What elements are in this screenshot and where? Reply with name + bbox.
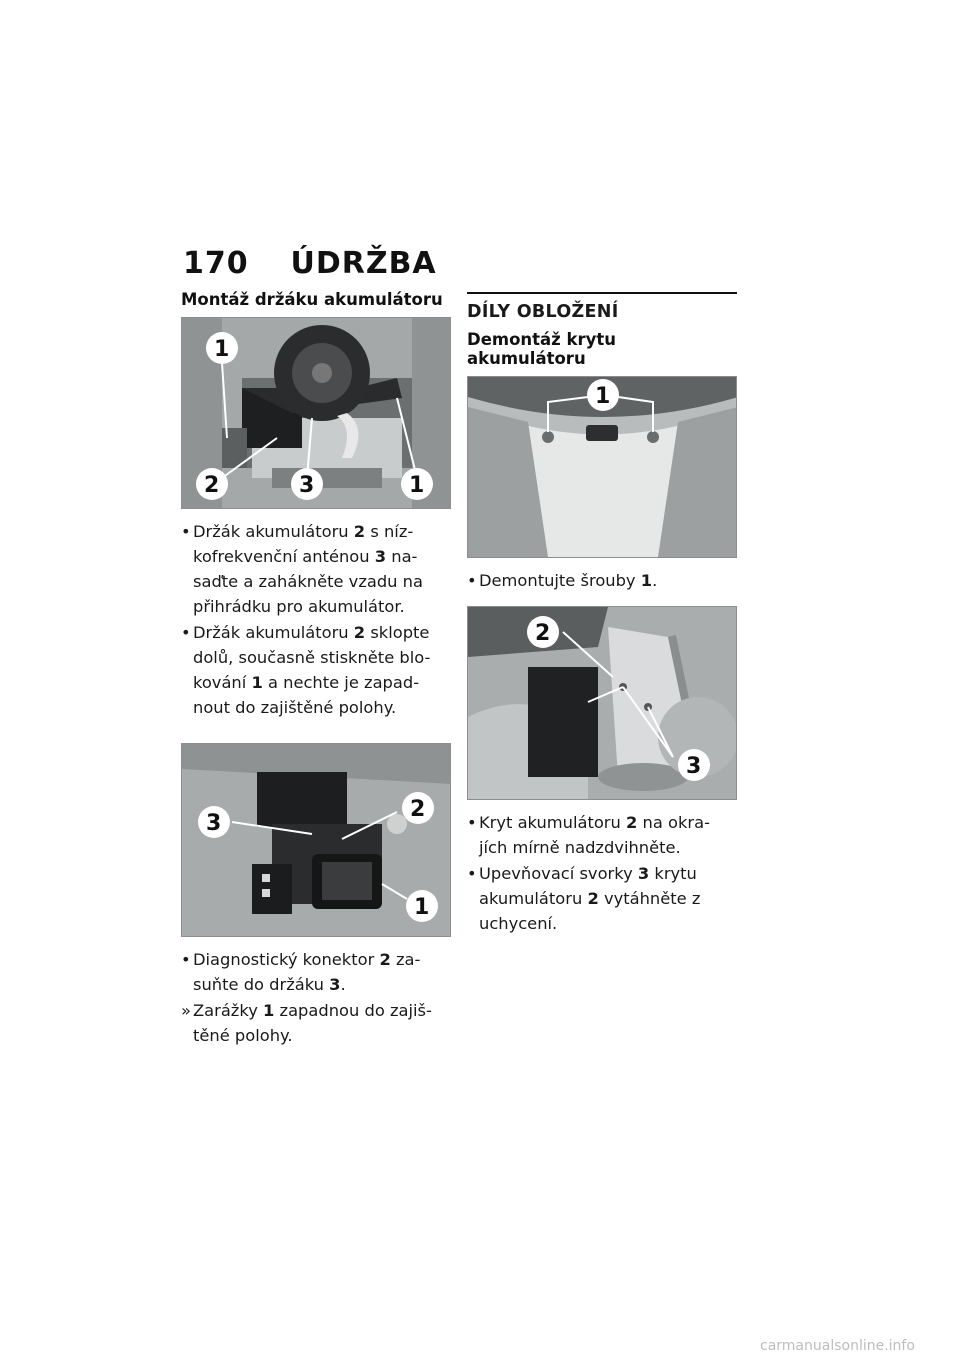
step-marker: • <box>181 522 191 541</box>
page-number: 170 <box>183 246 249 281</box>
step-ref: 3 <box>329 975 341 994</box>
step-ref: 3 <box>637 864 650 883</box>
step-text: s níz-kofrekvenční anténou <box>193 522 414 566</box>
step-text: krytu akumulátoru <box>479 864 697 908</box>
step-item <box>181 519 451 619</box>
step-marker: • <box>467 571 477 590</box>
watermark: carmanualsonline.info <box>760 1338 915 1354</box>
step-ref: 2 <box>379 950 391 969</box>
step-text: Držák akumulátoru <box>193 623 354 642</box>
step-text: Zarážky <box>193 1001 264 1020</box>
left-column <box>181 290 451 1049</box>
step-item <box>467 568 737 593</box>
step-text: za-suňte do držáku <box>193 950 421 994</box>
step-item <box>181 620 451 720</box>
figure-diagnostic-connector <box>181 743 451 937</box>
step-text: na okra-jích mírně nadzdvihněte. <box>479 813 710 857</box>
fig2-label-3: 3 <box>206 811 222 836</box>
page-header <box>183 246 437 281</box>
step-ref: 2 <box>626 813 638 832</box>
fig2-label-1: 1 <box>414 895 430 920</box>
fig4-label-3: 3 <box>686 754 702 779</box>
step-text: Demontujte šrouby <box>479 571 641 590</box>
step-text: . <box>652 571 658 590</box>
steps-cover-a <box>467 568 737 593</box>
step-marker: • <box>181 950 191 969</box>
steps-battery-holder-a <box>181 519 451 720</box>
step-text: na-saďte a zahákněte vzadu na přihrádku pro akumulátor. <box>193 547 423 616</box>
steps-cover-b <box>467 810 737 936</box>
step-ref: 3 <box>374 547 387 566</box>
step-ref: 2 <box>353 623 366 642</box>
figure-cover-clips <box>467 606 737 800</box>
step-item <box>467 810 737 860</box>
step-text: a nechte je zapad-nout do zajištěné polohy. <box>193 673 420 717</box>
step-item <box>467 861 737 936</box>
step-marker: • <box>467 813 477 832</box>
step-text: Držák akumulátoru <box>193 522 354 541</box>
step-ref: 1 <box>263 1001 275 1020</box>
fig2-label-2: 2 <box>410 797 426 822</box>
step-text: zapadnou do zajiš-těné polohy. <box>193 1001 432 1045</box>
step-marker: • <box>467 864 477 883</box>
step-marker: » <box>181 1001 191 1020</box>
figure-cover-screws <box>467 376 737 558</box>
main-section-title: DÍLY OBLOŽENÍ <box>467 292 737 322</box>
fig1-label-3: 3 <box>299 473 315 498</box>
fig1-label-1a: 1 <box>214 337 230 362</box>
fig1-label-2: 2 <box>204 473 220 498</box>
right-column <box>467 290 737 937</box>
step-text: vytáhněte z uchycení. <box>479 889 701 933</box>
step-ref: 1 <box>251 673 263 692</box>
step-item <box>181 947 451 997</box>
step-ref: 1 <box>640 571 653 590</box>
step-text: Diagnostický konektor <box>193 950 380 969</box>
step-item <box>181 998 451 1048</box>
section-title-battery-cover: Demontáž krytu akumulátoru <box>467 330 617 368</box>
chapter-title: ÚDRŽBA <box>290 246 437 281</box>
step-ref: 2 <box>587 889 599 908</box>
step-text: . <box>340 975 346 994</box>
fig1-label-1b: 1 <box>409 473 425 498</box>
step-text: sklopte dolů, současně stiskněte blo-kování <box>193 623 431 692</box>
fig4-label-2: 2 <box>535 621 551 646</box>
section-title-battery-holder: Montáž držáku akumulátoru <box>181 290 443 309</box>
step-text: Kryt akumulátoru <box>479 813 627 832</box>
step-text: Upevňovací svorky <box>479 864 638 883</box>
figure-battery-holder <box>181 317 451 509</box>
step-marker: • <box>181 623 191 642</box>
fig3-label-1: 1 <box>595 384 611 409</box>
step-ref: 2 <box>353 522 366 541</box>
steps-battery-holder-b <box>181 947 451 1048</box>
